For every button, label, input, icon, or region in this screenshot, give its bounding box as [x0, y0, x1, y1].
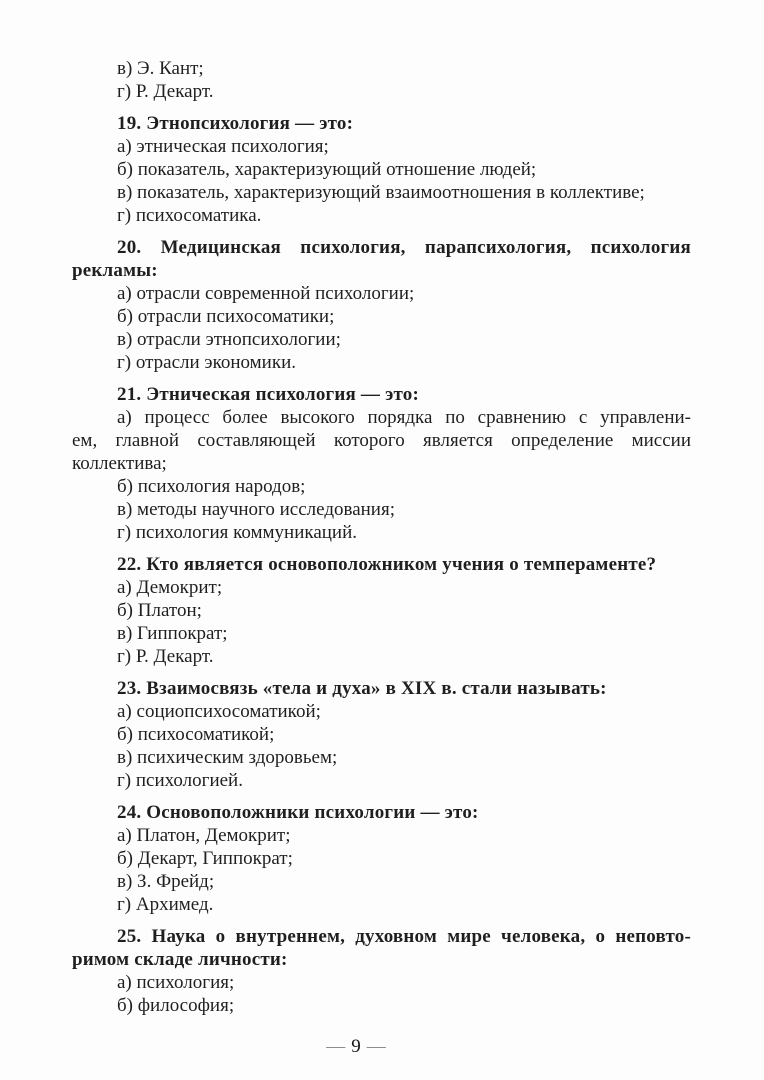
question-23-option-v [72, 746, 691, 769]
question-20-heading-line-1: 20. Медицинская психология, парапсихология, психология [117, 237, 691, 258]
page-footer [0, 1036, 712, 1058]
question-19-option-v [72, 181, 691, 204]
question-24-option-b-line-1: б) Декарт, Гиппократ; [117, 848, 293, 869]
question-21-option-b [72, 475, 691, 498]
question-21-option-a-line-1: а) процесс более высокого порядка по сравнению с управлени- [117, 407, 691, 428]
question-22 [72, 553, 691, 668]
question-20-option-g-line-1: г) отрасли экономики. [117, 352, 296, 373]
question-22-heading [72, 553, 691, 576]
question-19-heading-line-1: 19. Этнопсихология — это: [117, 113, 354, 134]
question-24-option-a [72, 824, 691, 847]
question-23-heading-line-1: 23. Взаимосвязь «тела и духа» в XIX в. стали называть: [117, 678, 607, 699]
question-21-option-a-line-2: ем, главной составляющей которого является определение миссии [72, 430, 691, 451]
question-19-option-v-line-1: в) показатель, характеризующий взаимоотношения в коллективе; [117, 182, 645, 203]
question-19 [72, 112, 691, 227]
question-24-option-a-line-1: а) Платон, Демокрит; [117, 825, 291, 846]
question-25-option-b-line-1: б) философия; [117, 995, 235, 1016]
question-19-option-b-line-1: б) показатель, характеризующий отношение людей; [117, 159, 537, 180]
question-20-option-v [72, 328, 691, 351]
intro-option-g-line-1: г) Р. Декарт. [117, 81, 214, 102]
question-21-heading [72, 383, 691, 406]
question-19-heading [72, 112, 691, 135]
question-22-option-a [72, 576, 691, 599]
question-22-option-v-line-1: в) Гиппократ; [117, 623, 228, 644]
question-25-heading [72, 925, 691, 971]
question-24-heading-line-1: 24. Основоположники психологии — это: [117, 802, 479, 823]
question-20-option-a [72, 282, 691, 305]
question-21-option-a-line-3: коллектива; [72, 453, 167, 474]
question-22-option-b [72, 599, 691, 622]
question-20-option-b [72, 305, 691, 328]
intro-option-v-line-1: в) Э. Кант; [117, 58, 204, 79]
question-21 [72, 383, 691, 544]
question-22-option-b-line-1: б) Платон; [117, 600, 202, 621]
question-21-option-g-line-1: г) психология коммуникаций. [117, 522, 358, 543]
question-19-option-a-line-1: а) этническая психология; [117, 136, 329, 157]
question-22-option-v [72, 622, 691, 645]
question-25-option-a-line-1: а) психология; [117, 972, 235, 993]
question-22-option-g-line-1: г) Р. Декарт. [117, 646, 214, 667]
question-24-option-g [72, 893, 691, 916]
test-questions-area [72, 57, 691, 1017]
question-21-option-b-line-1: б) психология народов; [117, 476, 306, 497]
question-20-option-b-line-1: б) отрасли психосоматики; [117, 306, 335, 327]
question-24-option-b [72, 847, 691, 870]
question-23-option-g [72, 769, 691, 792]
page-number: 9 [351, 1036, 361, 1057]
question-23-option-b [72, 723, 691, 746]
question-24-heading [72, 801, 691, 824]
question-24-option-v [72, 870, 691, 893]
question-19-option-g-line-1: г) психосоматика. [117, 205, 262, 226]
question-25-option-a [72, 971, 691, 994]
question-19-option-b [72, 158, 691, 181]
question-20-heading-line-2: рекламы: [72, 260, 158, 281]
question-25-heading-line-2: римом складе личности: [72, 949, 288, 970]
question-21-option-v-line-1: в) методы научного исследования; [117, 499, 395, 520]
question-25-option-b [72, 994, 691, 1017]
question-23-option-a-line-1: а) социопсихосоматикой; [117, 701, 321, 722]
intro-option-g [72, 80, 691, 103]
question-20-option-g [72, 351, 691, 374]
intro-option-v [72, 57, 691, 80]
question-24-option-g-line-1: г) Архимед. [117, 894, 214, 915]
question-21-option-v [72, 498, 691, 521]
question-25 [72, 925, 691, 1017]
question-23-option-b-line-1: б) психосоматикой; [117, 724, 275, 745]
question-23-option-g-line-1: г) психологией. [117, 770, 243, 791]
question-24 [72, 801, 691, 916]
question-19-option-g [72, 204, 691, 227]
question-22-heading-line-1: 22. Кто является основоположником учения о темпераменте? [117, 554, 657, 575]
question-21-heading-line-1: 21. Этническая психология — это: [117, 384, 420, 405]
question-22-option-a-line-1: а) Демокрит; [117, 577, 223, 598]
question-20-option-v-line-1: в) отрасли этнопсихологии; [117, 329, 341, 350]
footer-dash-right: — [366, 1036, 386, 1057]
question-23 [72, 677, 691, 792]
question-20-option-a-line-1: а) отрасли современной психологии; [117, 283, 415, 304]
question-20 [72, 236, 691, 374]
question-22-option-g [72, 645, 691, 668]
question-21-option-a [72, 406, 691, 475]
question-23-option-v-line-1: в) психическим здоровьем; [117, 747, 338, 768]
question-21-option-g [72, 521, 691, 544]
question-25-heading-line-1: 25. Наука о внутреннем, духовном мире человека, о неповто- [117, 926, 691, 947]
question-23-option-a [72, 700, 691, 723]
question-24-option-v-line-1: в) З. Фрейд; [117, 871, 215, 892]
question-20-heading [72, 236, 691, 282]
question-19-option-a [72, 135, 691, 158]
footer-dash-left: — [326, 1036, 346, 1057]
question-23-heading [72, 677, 691, 700]
